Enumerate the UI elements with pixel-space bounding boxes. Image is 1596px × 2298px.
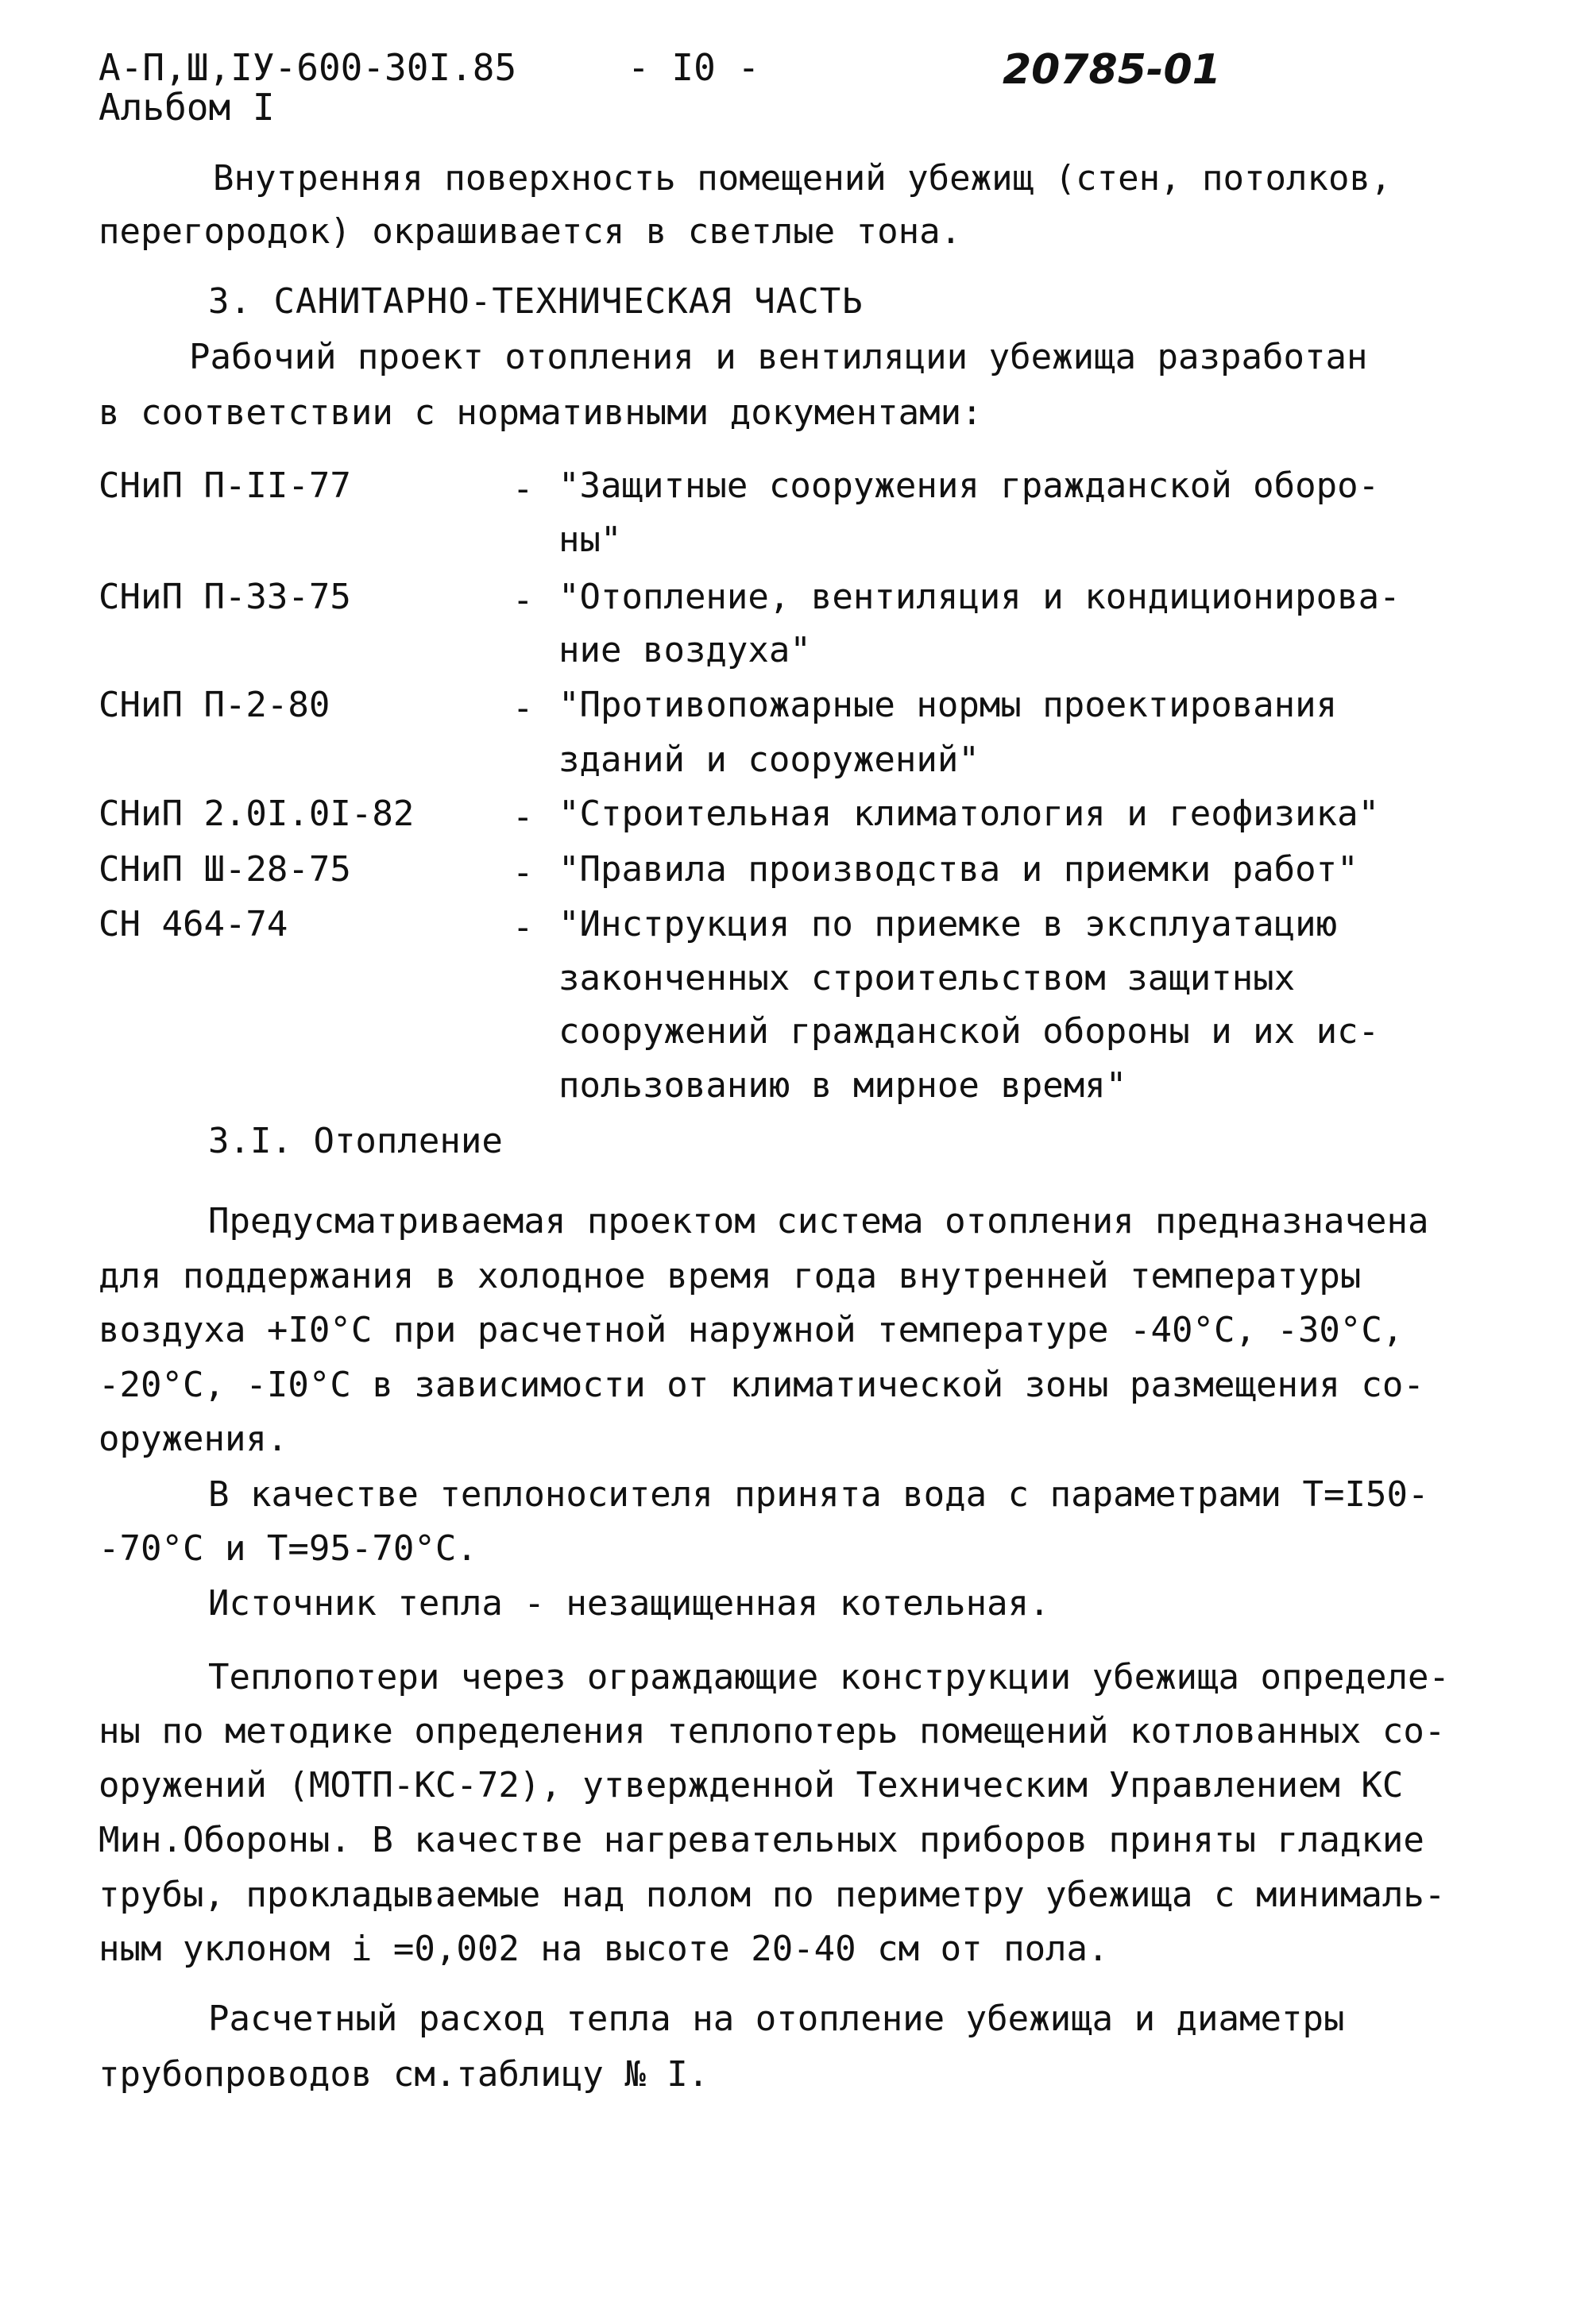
paragraph-line: трубы, прокладываемые над полом по периметру убежища с минималь- [99,1875,1446,1915]
norm-title-line: "Защитные сооружения гражданской оборо- [558,465,1380,506]
norm-title-line: сооружений гражданской обороны и их ис- [558,1011,1380,1052]
norm-code: СНиП П-33-75 [99,577,351,617]
norm-dash: - [512,469,534,509]
norm-title-line: зданий и сооружений" [558,740,980,780]
intro-line-2: перегородок) окрашивается в светлые тона. [99,211,962,252]
page-number: - I0 - [628,46,760,89]
norm-title-line: "Отопление, вентиляция и кондиционирова- [558,577,1401,617]
norm-title-line: пользованию в мирное время" [558,1065,1127,1106]
paragraph-line: Теплопотери через ограждающие конструкции убежища определе- [208,1657,1450,1697]
norm-title-line: "Строительная климатология и геофизика" [558,794,1380,834]
norm-code: СН 464-74 [99,904,288,944]
section-lead-line-1: Рабочий проект отопления и вентиляции убежища разработан [189,337,1368,377]
norm-dash: - [512,852,534,893]
section-lead-line-2: в соответствии с нормативными документами: [99,392,983,433]
norm-title-line: законченных строительством защитных [558,958,1296,998]
paragraph-line: -70°С и Т=95-70°С. [99,1528,477,1569]
norm-dash: - [512,580,534,620]
norm-dash: - [512,688,534,728]
subsection-title: 3.I. Отопление [208,1121,503,1161]
norm-title-line: ны" [558,519,622,560]
norm-title-line: "Противопожарные нормы проектирования [558,685,1338,725]
paragraph-line: -20°С, -I0°С в зависимости от климатической зоны размещения со- [99,1365,1424,1405]
document-code: А-П,Ш,IУ-600-30I.85 [99,46,517,89]
norm-code: СНиП Ш-28-75 [99,849,351,890]
paragraph-line: Мин.Обороны. В качестве нагревательных приборов приняты гладкие [99,1820,1424,1860]
norm-dash: - [512,797,534,837]
paragraph-line: ным уклоном i =0,002 на высоте 20-40 см от пола. [99,1929,1109,1969]
norm-code: СНиП П-2-80 [99,685,330,725]
paragraph-line: оружения. [99,1419,288,1459]
paragraph-line: Расчетный расход тепла на отопление убежища и диаметры [208,1999,1345,2039]
paragraph-heat-source: Источник тепла - незащищенная котельная. [208,1583,1050,1624]
paragraph-line: воздуха +I0°С при расчетной наружной температуре -40°С, -30°С, [99,1310,1404,1350]
paragraph-line: оружений (МОТП-КС-72), утвержденной Техническим Управлением КС [99,1765,1404,1806]
paragraph-line: ны по методике определения теплопотерь помещений котлованных со- [99,1711,1446,1752]
document-number: 20785-01 [1003,46,1221,94]
norm-title-line: "Правила производства и приемки работ" [558,849,1358,890]
norm-title-line: ние воздуха" [558,630,811,670]
norm-code: СНиП 2.0I.0I-82 [99,794,415,834]
album-label: Альбом I [99,86,275,129]
norm-title-line: "Инструкция по приемке в эксплуатацию [558,904,1338,944]
intro-line-1: Внутренняя поверхность помещений убежищ (стен, потолков, [213,158,1392,199]
section-title: 3. САНИТАРНО-ТЕХНИЧЕСКАЯ ЧАСТЬ [208,281,864,322]
paragraph-line: для поддержания в холодное время года внутренней температуры [99,1256,1362,1296]
norm-dash: - [512,907,534,948]
norm-code: СНиП П-II-77 [99,465,351,506]
paragraph-line: В качестве теплоносителя принята вода с параметрами Т=I50- [208,1474,1429,1515]
paragraph-line: трубопроводов см.таблицу № I. [99,2054,709,2095]
paragraph-line: Предусматриваемая проектом система отопления предназначена [208,1201,1429,1242]
